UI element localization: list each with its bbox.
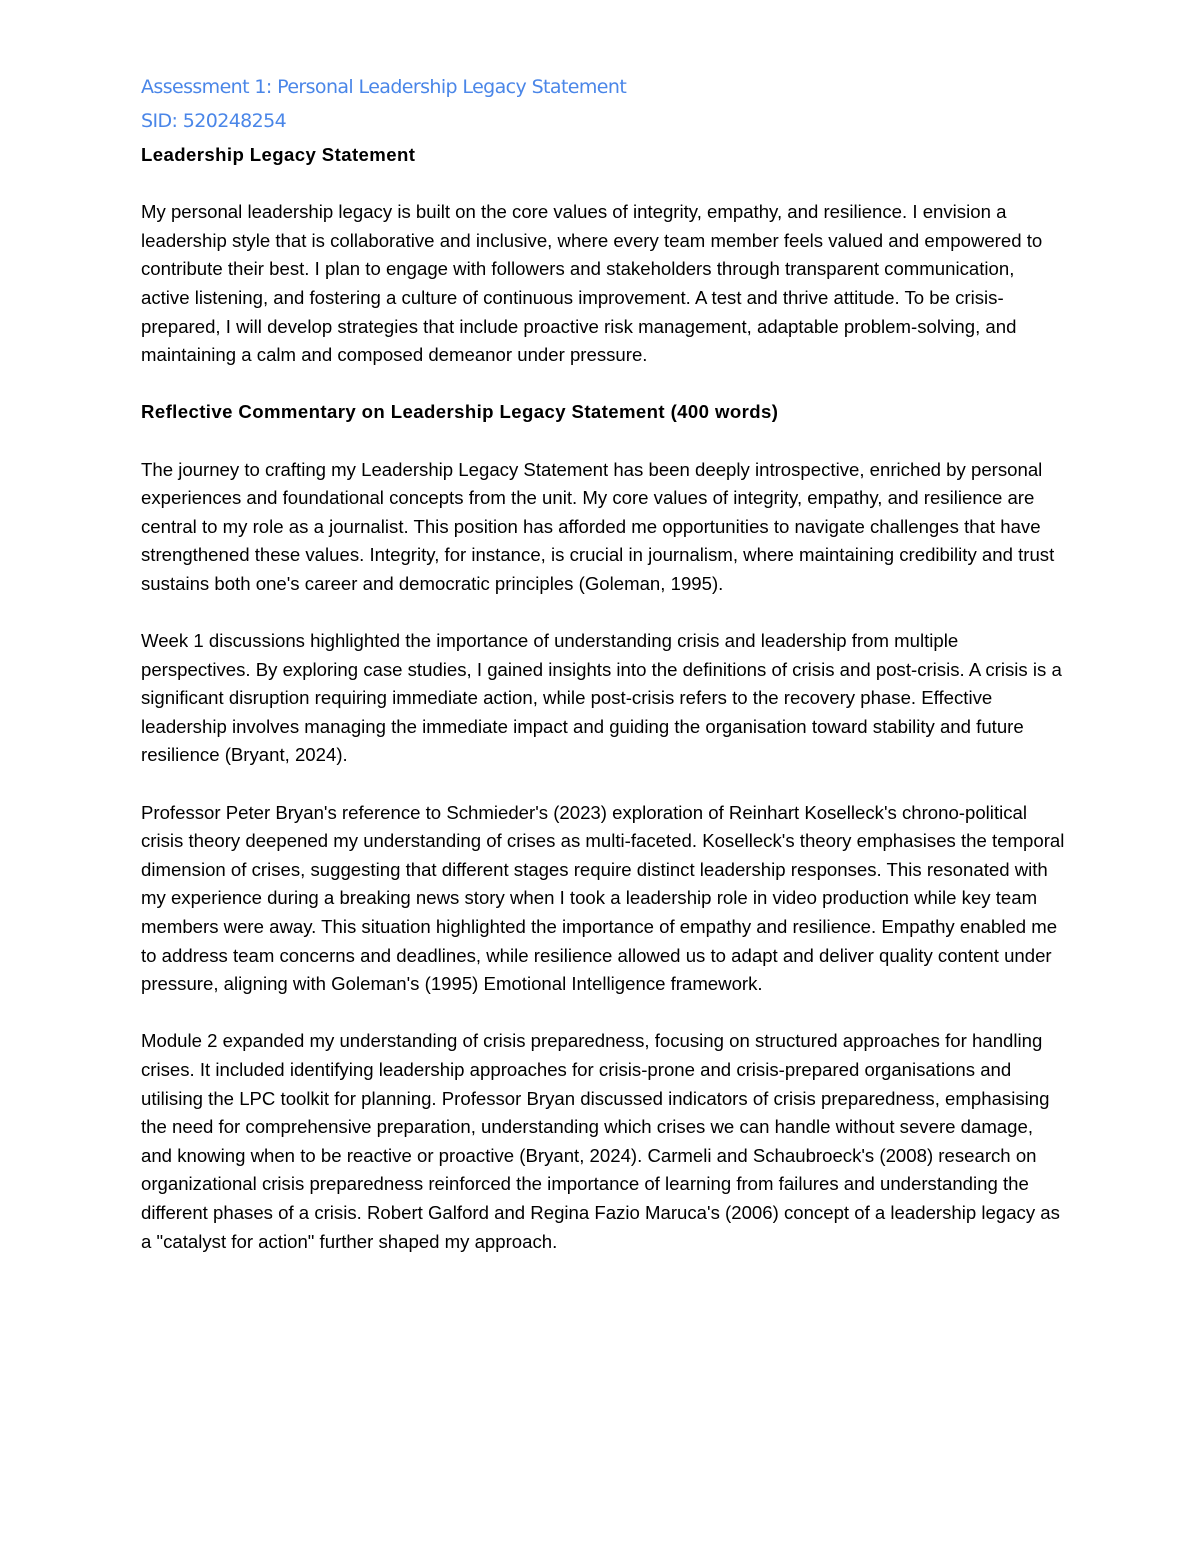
assessment-title: Assessment 1: Personal Leadership Legacy Statement [141,76,627,98]
legacy-statement-heading: Leadership Legacy Statement [141,144,416,165]
commentary-paragraph-2: Week 1 discussions highlighted the importance of understanding crisis and leadership from multiple perspectives. By exploring case studies, I gained insights into the definitions of crisis and post-crisis. A crisis is a significant disruption requiring immediate action, while post-crisis refers to the recovery phase. Effective leadership involves managing the immediate impact and guiding the organisation toward stability and future resilience (Bryant, 2024). [141,630,1062,766]
commentary-paragraph-3: Professor Peter Bryan's reference to Schmieder's (2023) exploration of Reinhart Koselleck's chrono-political crisis theory deepened my understanding of crises as multi-faceted. Koselleck's theory emphasises the temporal dimension of crises, suggesting that different stages require distinct leadership responses. This resonated with my experience during a breaking news story when I took a leadership role in video production while key team members were away. This situation highlighted the importance of empathy and resilience. Empathy enabled me to address team concerns and deadlines, while resilience allowed us to adapt and deliver quality content under pressure, aligning with Goleman's (1995) Emotional Intelligence framework. [141,801,1065,995]
document-page [141,70,1066,1256]
student-id: SID: 520248254 [141,110,287,132]
commentary-heading: Reflective Commentary on Leadership Legacy Statement (400 words) [141,401,779,423]
legacy-statement-paragraph: My personal leadership legacy is built on the core values of integrity, empathy, and resilience. I envision a leadership style that is collaborative and inclusive, where every team member feels valued and empowered to contribute their best. I plan to engage with followers and stakeholders through transparent communication, active listening, and fostering a culture of continuous improvement. A test and thrive attitude. To be crisis-prepared, I will develop strategies that include proactive risk management, adaptable problem-solving, and maintaining a calm and composed demeanor under pressure. [141,201,1043,366]
commentary-paragraph-1: The journey to crafting my Leadership Legacy Statement has been deeply introspective, enriched by personal experiences and foundational concepts from the unit. My core values of integrity, empathy, and resilience are central to my role as a journalist. This position has afforded me opportunities to navigate challenges that have strengthened these values. Integrity, for instance, is crucial in journalism, where maintaining credibility and trust sustains both one's career and democratic principles (Goleman, 1995). [141,458,1055,594]
commentary-paragraph-4: Module 2 expanded my understanding of crisis preparedness, focusing on structured approaches for handling crises. It included identifying leadership approaches for crisis-prone and crisis-prepared organisations and utilising the LPC toolkit for planning. Professor Bryan discussed indicators of crisis preparedness, emphasising the need for comprehensive preparation, understanding which crises we can handle without severe damage, and knowing when to be reactive or proactive (Bryant, 2024). Carmeli and Schaubroeck's (2008) research on organizational crisis preparedness reinforced the importance of learning from failures and understanding the different phases of a crisis. Robert Galford and Regina Fazio Maruca's (2006) concept of a leadership legacy as a "catalyst for action" further shaped my approach. [141,1030,1060,1252]
